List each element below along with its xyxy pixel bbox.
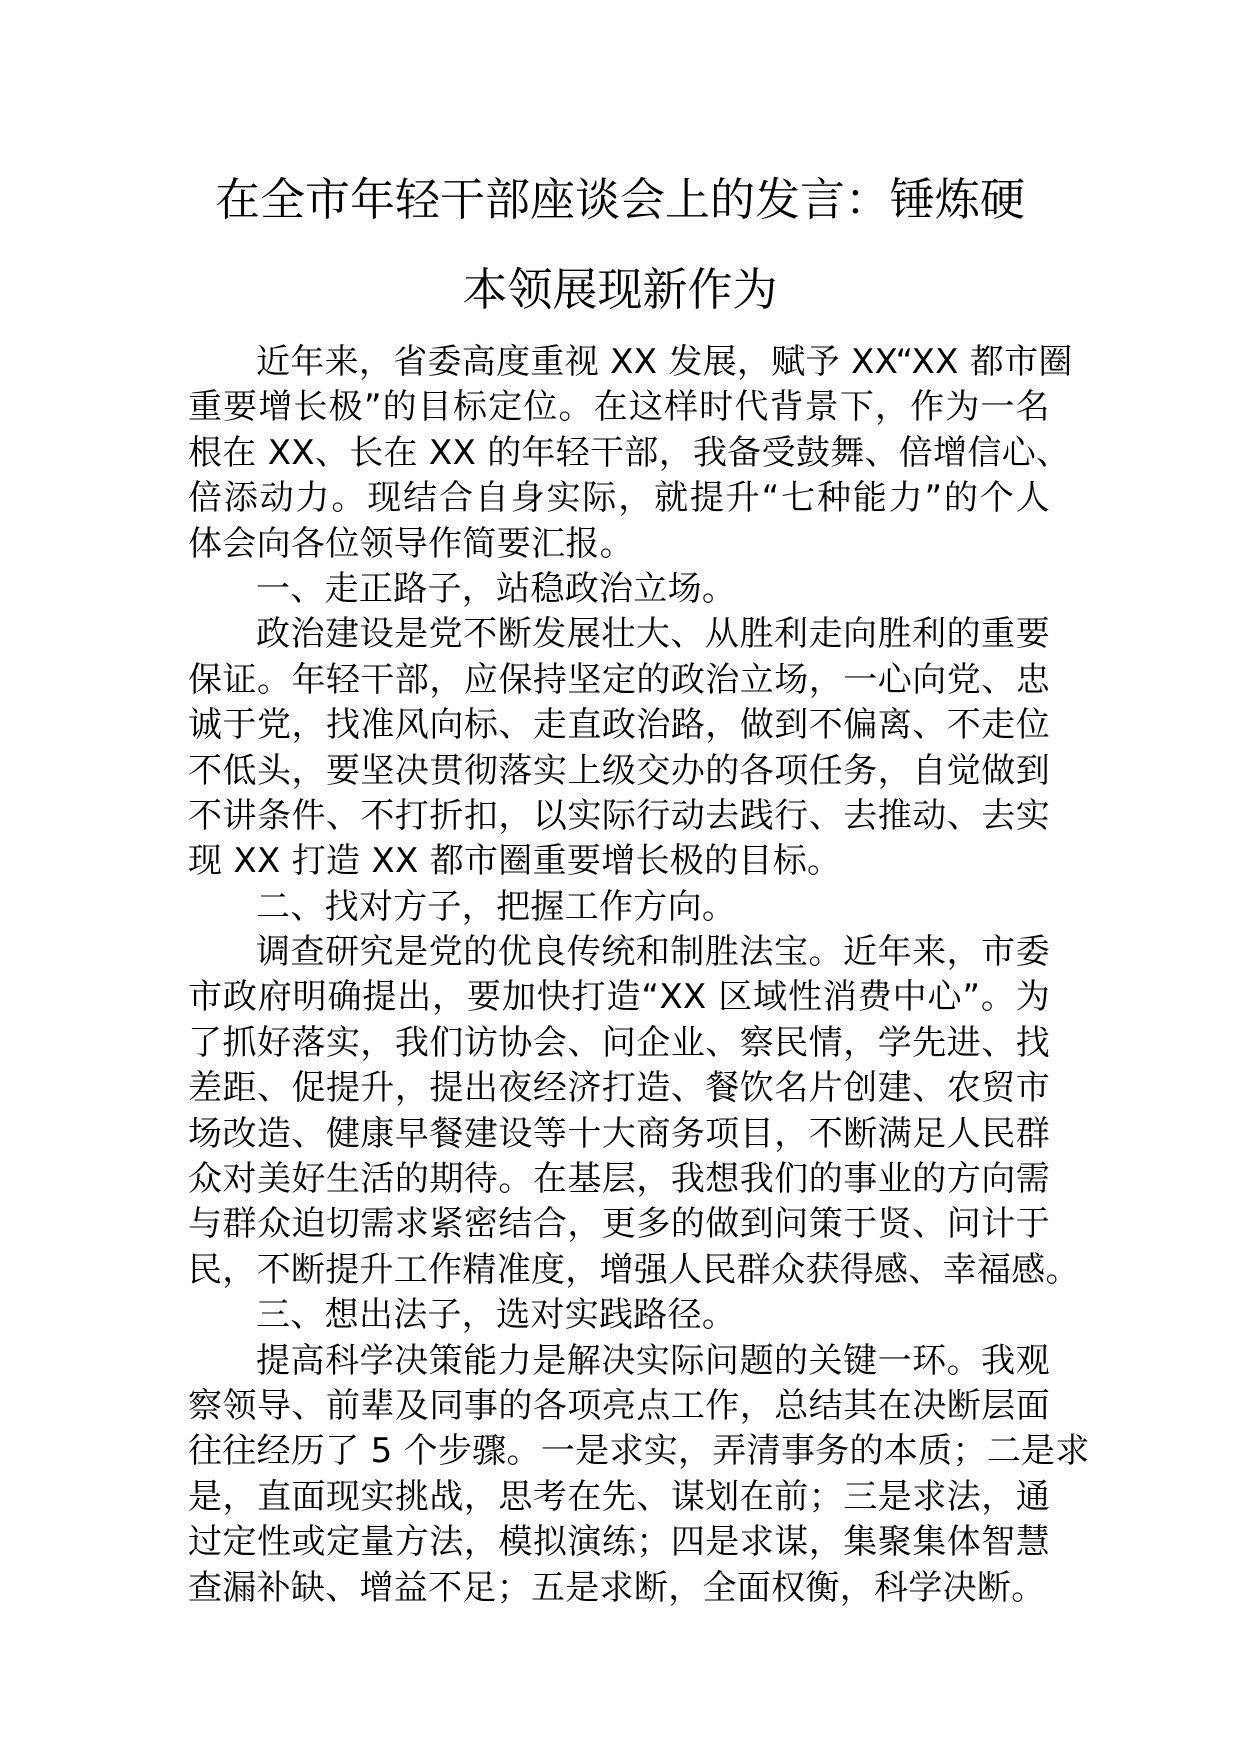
paragraph-section-2-line: 与群众迫切需求紧密结合，更多的做到问策于贤、问计于 — [188, 1204, 1050, 1245]
section-heading-3: 三、想出法子，选对实践路径。 — [256, 1295, 737, 1336]
paragraph-intro-line: 倍添动力。现结合自身实际，就提升“七种能力”的个人 — [188, 478, 1050, 519]
paragraph-section-2-line: 场改造、健康早餐建设等十大商务项目，不断满足人民群 — [188, 1113, 1050, 1154]
paragraph-section-2-line: 调查研究是党的优良传统和制胜法宝。近年来，市委 — [256, 932, 1050, 973]
paragraph-section-1-line: 现 XX 打造 XX 都市圈重要增长极的目标。 — [188, 841, 842, 882]
paragraph-section-3-line: 往往经历了 5 个步骤。一是求实，弄清事务的本质；二是求 — [188, 1431, 1090, 1472]
paragraph-section-3-line: 是，直面现实挑战，思考在先、谋划在前；三是求法，通 — [188, 1476, 1050, 1517]
document-title-line-2: 本领展现新作为 — [462, 263, 778, 316]
document-body — [188, 340, 1090, 1611]
paragraph-intro-line: 根在 XX、长在 XX 的年轻干部，我备受鼓舞、倍增信心、 — [188, 432, 1071, 473]
paragraph-section-2-line: 民，不断提升工作精准度，增强人民群众获得感、幸福感。 — [188, 1249, 1080, 1290]
paragraph-intro-line: 体会向各位领导作简要汇报。 — [188, 523, 634, 564]
section-heading-2: 二、找对方子，把握工作方向。 — [256, 886, 737, 927]
paragraph-intro-line: 近年来，省委高度重视 XX 发展，赋予 XX“XX 都市圈 — [256, 342, 1073, 382]
paragraph-section-3-line: 查漏补缺、增益不足；五是求断，全面权衡，科学决断。 — [188, 1567, 1046, 1608]
paragraph-section-2-line: 众对美好生活的期待。在基层，我想我们的事业的方向需 — [188, 1159, 1050, 1200]
paragraph-section-2-line: 市政府明确提出，要加快打造“XX 区域性消费中心”。为 — [188, 977, 1050, 1018]
paragraph-section-1-line: 不低头，要坚决贯彻落实上级交办的各项任务，自觉做到 — [188, 750, 1050, 791]
paragraph-section-3-line: 察领导、前辈及同事的各项亮点工作，总结其在决断层面 — [188, 1385, 1050, 1426]
document-title-line-1: 在全市年轻干部座谈会上的发言：锤炼硬 — [214, 173, 1025, 226]
paragraph-section-2-line: 了抓好落实，我们访协会、问企业、察民情，学先进、找 — [188, 1022, 1050, 1063]
paragraph-section-3-line: 提高科学决策能力是解决实际问题的关键一环。我观 — [256, 1340, 1050, 1381]
paragraph-section-1-line: 保证。年轻干部，应保持坚定的政治立场，一心向党、忠 — [188, 659, 1050, 700]
paragraph-section-3-line: 过定性或定量方法，模拟演练；四是求谋，集聚集体智慧 — [188, 1522, 1050, 1563]
paragraph-section-2-line: 差距、促提升，提出夜经济打造、餐饮名片创建、农贸市 — [188, 1068, 1050, 1109]
paragraph-section-1-line: 诚于党，找准风向标、走直政治路，做到不偏离、不走位 — [188, 705, 1050, 746]
section-heading-1: 一、走正路子，站稳政治立场。 — [256, 568, 737, 609]
paragraph-section-1-line: 不讲条件、不打折扣，以实际行动去践行、去推动、去实 — [188, 795, 1050, 836]
paragraph-section-1-line: 政治建设是党不断发展壮大、从胜利走向胜利的重要 — [256, 614, 1050, 655]
paragraph-intro-line: 重要增长极”的目标定位。在这样时代背景下，作为一名 — [188, 387, 1050, 428]
